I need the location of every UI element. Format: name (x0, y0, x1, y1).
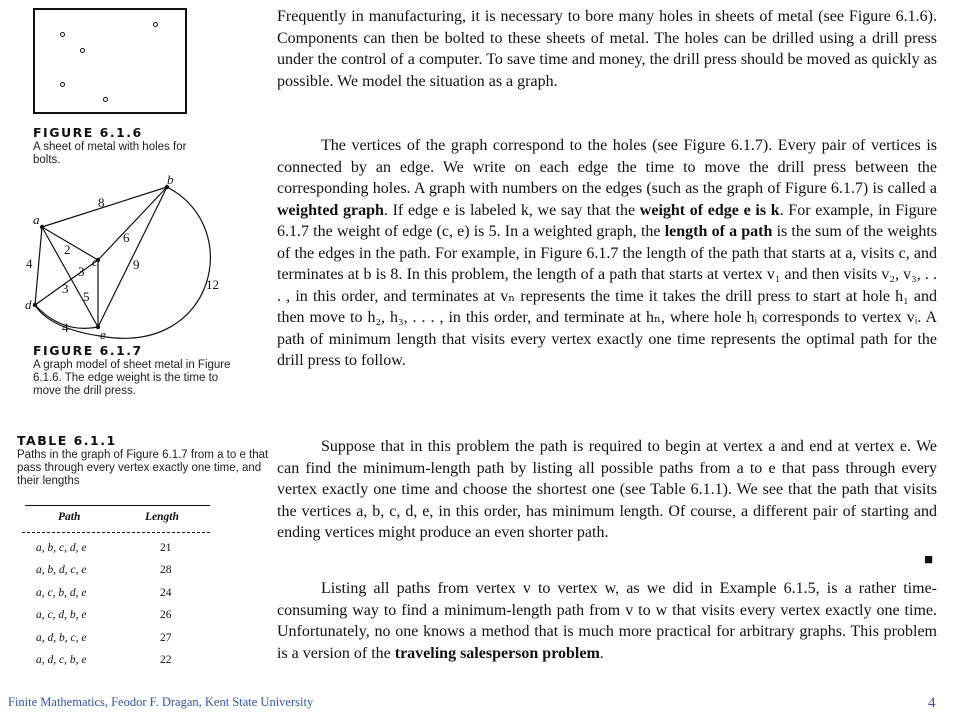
figure-617-label: FIGURE 6.1.7 (33, 343, 143, 358)
vertex-label-c: c (92, 254, 98, 269)
page-number: 4 (928, 695, 936, 711)
length-cell: 24 (160, 586, 172, 599)
weight-ce: 5 (83, 289, 90, 304)
path-cell: a, c, b, d, e (36, 586, 87, 599)
vertex-label-d: d (25, 297, 32, 312)
length-cell: 22 (160, 654, 172, 666)
length-cell: 26 (160, 609, 172, 621)
weight-ad: 4 (26, 256, 33, 271)
header-length: Length (145, 511, 179, 523)
weight-ac: 2 (64, 242, 71, 257)
end-of-example-mark: ■ (924, 552, 934, 568)
table-row (30, 606, 210, 629)
length-cell: 27 (160, 631, 172, 644)
hole-4 (60, 82, 65, 87)
hole-3 (153, 22, 158, 27)
figure-617-caption: A graph model of sheet metal in Figure 6.1.6. The edge weight is the time to move the drill press. (33, 359, 231, 397)
weight-ae: 3 (62, 281, 69, 296)
weighted-graph-figure (20, 172, 235, 342)
weight-bc: 6 (123, 230, 130, 245)
figure-616-label: FIGURE 6.1.6 (33, 125, 143, 140)
weight-be: 9 (133, 257, 140, 272)
paragraph-2-text-d: is the sum of the weights of the edges in the path. For example, in Figure 6.1.7 the length of the path that starts at a, visits c, and terminates at b is 8. In this problem, the length of a path that starts at vertex v₁ and then visits v₂, v₃, . . . , in this order, and terminates at vₙ represents the time it takes the drill press to start at hole h₁ and then move to h₂, h₃, . . . , in this order, and terminate at hₙ, where hole hᵢ corresponds to vertex vᵢ. A path of minimum length that visits every vertex exactly one time represents the optimal path for the drill press to follow. (277, 223, 938, 369)
path-cell: a, c, d, b, e (36, 609, 87, 621)
term-weight-of-edge: weight of edge e is k (639, 201, 780, 219)
footer-text: Finite Mathematics, Feodor F. Dragan, Kent State University (8, 695, 314, 709)
path-cell: a, d, c, b, e (36, 654, 87, 666)
vertex-a (40, 225, 44, 229)
weight-bd: 12 (206, 277, 219, 292)
paragraph-2 (277, 135, 937, 372)
paragraph-1 (277, 6, 937, 92)
hole-2 (80, 48, 85, 53)
paragraph-4-text-a: Listing all paths from vertex v to vertex w, as we did in Example 6.1.5, is a rather time-consuming way to find a minimum-length path from v to w that visits every vertex exactly one time. Unfortunately, no one knows a method that is much more practical for arbitrary graphs. This problem is a version of the (277, 580, 937, 662)
figure-616-caption: A sheet of metal with holes for bolts. (33, 141, 187, 166)
table-611-caption: Paths in the graph of Figure 6.1.7 from a to e that pass through every vertex exactly one time, and their lengths (17, 449, 269, 487)
path-cell: a, d, b, c, e (36, 631, 87, 644)
term-length-of-path: length of a path (664, 223, 773, 240)
length-cell: 28 (160, 564, 172, 576)
paragraph-1-text: Frequently in manufacturing, it is necessary to bore many holes in sheets of metal (see Figure 6.1.6). Components can then be bolted to these sheets of metal. The holes can be drilled using a drill press under the control of a computer. To save time and money, the drill press should be moved as quickly as possible. We model the situation as a graph. (277, 8, 937, 90)
vertex-label-a: a (33, 212, 40, 227)
hole-1 (60, 32, 65, 37)
table-row (30, 584, 210, 607)
paragraph-2-text-a: The vertices of the graph correspond to the holes (see Figure 6.1.7). Every pair of vertices is connected by an edge. We write on each edge the time to move the drill press between the corresponding holes. A graph with numbers on the edges (such as the graph of Figure 6.1.7) is called a (277, 137, 937, 197)
term-weighted-graph: weighted graph (277, 201, 384, 219)
table-row (30, 651, 210, 674)
term-traveling-salesperson: traveling salesperson problem (394, 644, 600, 662)
metal-sheet-figure (33, 8, 187, 114)
weight-ab: 8 (98, 195, 105, 210)
vertex-label-b: b (167, 172, 174, 187)
length-cell: 21 (160, 541, 172, 554)
paragraph-2-text-c: . For example, in Figure 6.1.7 the weight of edge (c, e) is 5. In a weighted graph, the (277, 201, 937, 240)
table-header-row (30, 508, 210, 531)
table-row (30, 561, 210, 584)
table-top-rule (25, 505, 210, 506)
path-cell: a, b, c, d, e (36, 541, 87, 554)
table-611-label: TABLE 6.1.1 (17, 433, 117, 448)
paragraph-3 (277, 436, 937, 544)
weight-cd: 3 (78, 264, 85, 279)
hole-5 (103, 97, 108, 102)
paragraph-2-text-b: . If edge e is labeled k, we say that the (383, 201, 640, 219)
table-row (30, 629, 210, 652)
paragraph-4-text-b: . (599, 644, 604, 662)
edge-ad (35, 227, 42, 305)
weight-de: 4 (62, 320, 69, 335)
vertex-d (33, 303, 37, 307)
paragraph-4 (277, 578, 937, 664)
table-dashed-rule (22, 532, 210, 533)
header-path: Path (58, 511, 81, 523)
table-row (30, 539, 210, 562)
vertex-label-e: e (100, 327, 106, 342)
paths-table (30, 508, 210, 674)
paragraph-3-text: Suppose that in this problem the path is required to begin at vertex a and end at vertex e. We can find the minimum-length path by listing all possible paths from a to e that pass through every vertex exactly one time and choose the shortest one (see Table 6.1.1). We see that the path that visits the vertices a, b, c, d, e, in this order, has minimum length. Of course, a different pair of starting and ending vertices might produce an even shorter path. (277, 438, 937, 541)
path-cell: a, b, d, c, e (36, 564, 87, 576)
